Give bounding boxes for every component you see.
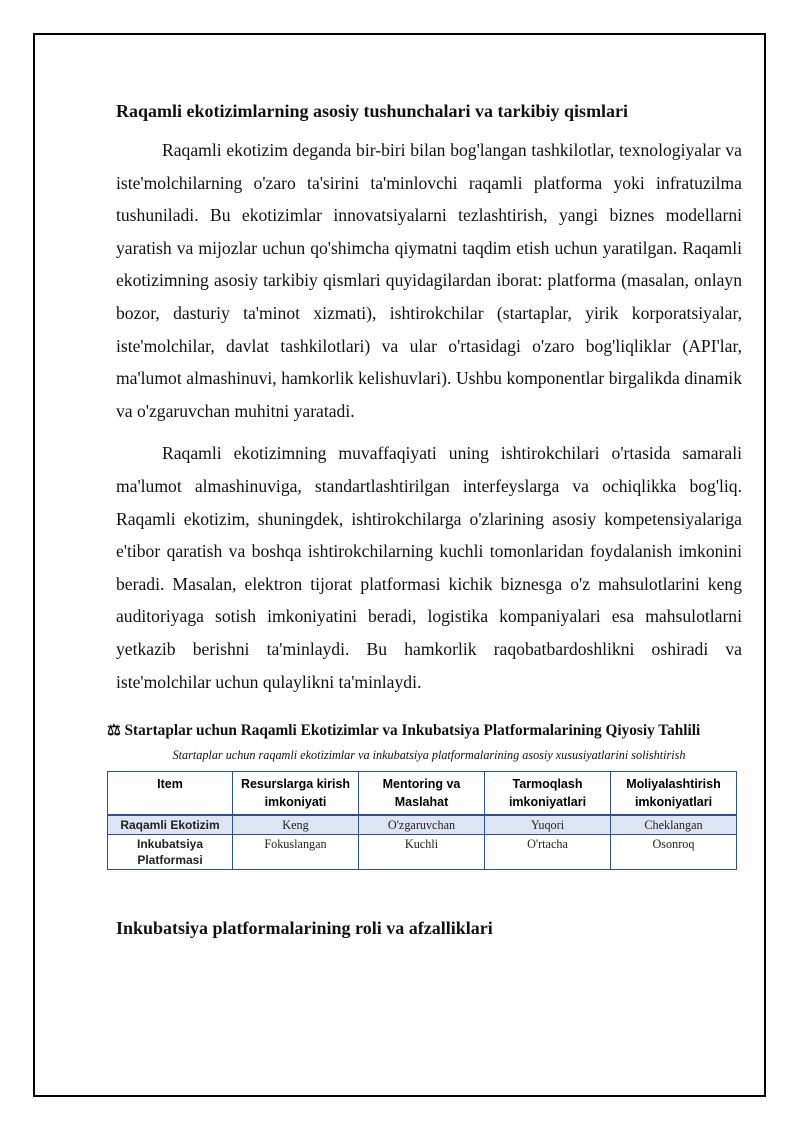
table-cell: Keng <box>233 815 359 835</box>
table-header-row <box>108 772 737 816</box>
table-cell: O'rtacha <box>485 835 611 870</box>
table-cell: O'zgaruvchan <box>359 815 485 835</box>
body-paragraph: Raqamli ekotizimning muvaffaqiyati uning ishtirokchilari o'rtasida samarali ma'lumot almashinuviga, standartlashtirilgan interfeyslarga va ochiqlikka bog'liq. Raqamli ekotizim, shuningdek, ishtirokchilarga o'zlarining asosiy kompetensiyalariga e'tibor qaratish va boshqa ishtirokchilarning kuchli tomonlaridan foydalanish imkonini beradi. Masalan, elektron tijorat platformasi kichik biznesga o'z mahsulotlarini keng auditoriyaga sotish imkoniyatini beradi, logistika kompaniyalari esa mahsulotlarni yetkazib berishni ta'minlaydi. Bu hamkorlik raqobatbardoshlikni oshiradi va iste'molchilar uchun qulaylikni ta'minlaydi. <box>116 443 742 692</box>
column-header: Tarmoqlash imkoniyatlari <box>485 772 611 816</box>
column-header: Item <box>108 772 233 816</box>
document-content <box>107 98 742 941</box>
section-heading: Raqamli ekotizimlarning asosiy tushunchalari va tarkibiy qismlari <box>116 101 629 121</box>
table-title: ⚖ Startaplar uchun Raqamli Ekotizimlar va Inkubatsiya Platformalarining Qiyosiy Tahlili <box>107 722 701 740</box>
table-cell: Osonroq <box>611 835 737 870</box>
table-row <box>108 835 737 870</box>
table-cell-item: Raqamli Ekotizim <box>108 815 233 835</box>
comparison-table-block <box>107 720 742 870</box>
table-row <box>108 815 737 835</box>
table-cell-item: Inkubatsiya Platformasi <box>108 835 233 870</box>
table-cell: Yuqori <box>485 815 611 835</box>
column-header: Mentoring va Maslahat <box>359 772 485 816</box>
table-cell: Kuchli <box>359 835 485 870</box>
column-header: Resurslarga kirish imkoniyati <box>233 772 359 816</box>
comparison-table <box>107 771 737 870</box>
column-header: Moliyalashtirish imkoniyatlari <box>611 772 737 816</box>
table-subtitle: Startaplar uchun raqamli ekotizimlar va inkubatsiya platformalarining asosiy xususiyatlarini solishtirish <box>172 748 686 763</box>
body-paragraph: Raqamli ekotizim deganda bir-biri bilan bog'langan tashkilotlar, texnologiyalar va iste'molchilarning o'zaro ta'sirini ta'minlovchi raqamli platforma yoki infratuzilma tushuniladi. Bu ekotizimlar innovatsiyalarni tezlashtirish, yangi biznes modellarni yaratish va mijozlar uchun qo'shimcha qiymatni taqdim etish uchun yaratilgan. Raqamli ekotizimning asosiy tarkibiy qismlari quyidagilardan iborat: platforma (masalan, onlayn bozor, dasturiy ta'minot xizmati), ishtirokchilar (startaplar, yirik korporatsiyalar, iste'molchilar, davlat tashkilotlari) va ular o'rtasidagi o'zaro bog'liqliklar (API'lar, ma'lumot almashinuvi, hamkorlik kelishuvlari). Ushbu komponentlar birgalikda dinamik va o'zgaruvchan muhitni yaratadi. <box>116 140 742 421</box>
table-cell: Fokuslangan <box>233 835 359 870</box>
table-cell: Cheklangan <box>611 815 737 835</box>
section-heading: Inkubatsiya platformalarining roli va afzalliklari <box>116 918 493 939</box>
